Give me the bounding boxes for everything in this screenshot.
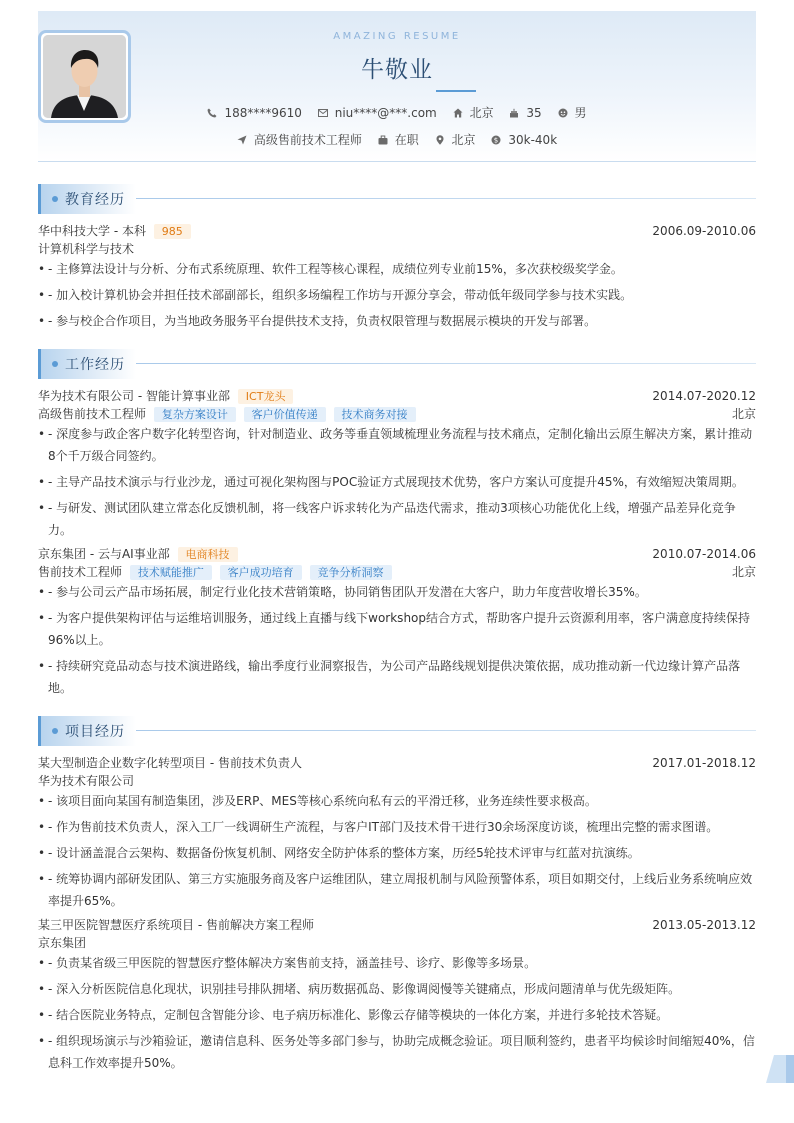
education-entry-header [38,223,756,239]
skill-tag: 竞争分析洞察 [310,565,392,580]
status-text: 在职 [394,133,419,147]
education-title: 教育经历 [65,192,125,208]
mail-icon [318,108,328,118]
list-item: • - 深入分析医院信息化现状，识别挂号排队拥堵、病历数据孤岛、影像调阅慢等关键痛点，形成问题清单与优先级矩阵。 [38,978,756,1000]
list-item: • - 作为售前技术负责人，深入工厂一线调研生产流程，与客户IT部门及技术骨干进行30余场深度访谈，梳理出完整的需求图谱。 [38,816,756,838]
bullet-text-cont: 息科工作效率提升50%。 [48,1056,183,1070]
job-role: 售前技术工程师 [38,565,123,579]
resume-header [38,11,756,162]
job-date: 2010.07-2014.06 [652,547,756,561]
skill-tag: 客户成功培育 [220,565,302,580]
bullet-text-cont: 率提升65%。 [48,894,123,908]
resume-subtitle: AMAZING RESUME [333,31,461,42]
list-item: • - 主导产品技术演示与行业沙龙，通过可视化架构图与POC验证方式展现技术优势，客户方案认可度提升45%，有效缩短决策周期。 [38,471,756,493]
home-info [453,104,494,121]
bullet-text-cont: 8个千万级合同签约。 [48,449,164,463]
project-name: 某三甲医院智慧医疗系统项目 - 售前解决方案工程师 [38,918,314,932]
phone-icon [207,108,217,118]
list-item: • - 主修算法设计与分析、分布式系统原理、软件工程等核心课程，成绩位列专业前15%，多次获校级奖学金。 [38,258,756,280]
bullet-text: - 负责某省级三甲医院的智慧医疗整体解决方案售前支持，涵盖挂号、诊疗、影像等多场景。 [48,956,537,970]
home-text: 北京 [469,106,494,120]
target-role-info [237,131,362,148]
bullet-text: - 参与校企合作项目，为当地政务服务平台提供技术支持，负责权限管理与数据展示模块的开发与部署。 [48,314,597,328]
bullet-text: - 参与公司云产品市场拓展，制定行业化技术营销策略，协同销售团队开发潜在大客户，助力年度营收增长35%。 [48,585,647,599]
section-dot [52,728,58,734]
list-item: • - 设计涵盖混合云架构、数据备份恢复机制、网络安全防护体系的整体方案，历经5轮技术评审与红蓝对抗演练。 [38,842,756,864]
gender-text: 男 [574,106,587,120]
briefcase-icon [378,135,388,145]
company-tag: 电商科技 [178,547,238,562]
project-header [38,755,756,771]
bullet-text: - 为客户提供架构评估与运维培训服务，通过线上直播与线下workshop结合方式，帮助客户提升云资源利用率，客户满意度持续保持 [48,611,751,625]
work-section-header [38,349,756,379]
list-item: • - 结合医院业务特点，定制包含智能分诊、电子病历标准化、影像云存储等模块的一体化方案，并进行多轮技术答疑。 [38,1004,756,1026]
bullet-text-cont: 力。 [48,523,73,537]
bullet-text: - 该项目面向某国有制造集团，涉及ERP、MES等核心系统向私有云的平滑迁移，业务连续性要求极高。 [48,794,597,808]
city-info [435,131,476,148]
bullet-text: - 深度参与政企客户数字化转型咨询，针对制造业、政务等垂直领域梳理业务流程与技术痛点，定制化输出云原生解决方案，累计推动 [48,427,753,441]
bullet-text: - 主导产品技术演示与行业沙龙，通过可视化架构图与POC验证方式展现技术优势，客户方案认可度提升45%，有效缩短决策周期。 [48,475,744,489]
salary-info [491,133,557,147]
section-dot [52,361,58,367]
company-name: 华为技术有限公司 - 智能计算事业部 [38,389,230,403]
projects-title: 项目经历 [65,724,125,740]
job-role-row [38,564,756,580]
bullet-text: - 统筹协调内部研发团队、第三方实施服务商及客户运维团队，建立周报机制与风险预警体系，项目如期交付，上线后业务系统响应效 [48,872,753,886]
list-item: • - 该项目面向某国有制造集团，涉及ERP、MES等核心系统向私有云的平滑迁移，业务连续性要求极高。 [38,790,756,812]
phone-text: 188****9610 [224,106,302,120]
list-item: • - 与研发、测试团队建立常态化反馈机制，将一线客户诉求转化为产品迭代需求，推动3项核心功能优化上线，增强产品差异化竞争 力。 [38,497,756,541]
job-intent-row [38,131,756,148]
bullet-text: - 作为售前技术负责人，深入工厂一线调研生产流程，与客户IT部门及技术骨干进行30余场深度访谈，梳理出完整的需求图谱。 [48,820,719,834]
skill-tag: 技术商务对接 [334,407,416,422]
list-item: • - 组织现场演示与沙箱验证，邀请信息科、医务处等多部门参与，协助完成概念验证。项目顺利签约，患者平均候诊时间缩短40%，信 息科工作效率提升50%。 [38,1030,756,1074]
home-icon [453,108,463,118]
job-header [38,546,756,562]
bullet-text: - 与研发、测试团队建立常态化反馈机制，将一线客户诉求转化为产品迭代需求，推动3项核心功能优化上线，增强产品差异化竞争 [48,501,736,515]
bullet-text-cont: 96%以上。 [48,633,111,647]
project-org-row [38,935,756,951]
send-icon [237,135,247,145]
bullet-text: - 结合医院业务特点，定制包含智能分诊、电子病历标准化、影像云存储等模块的一体化方案，并进行多轮技术答疑。 [48,1008,669,1022]
skill-tag: 复杂方案设计 [154,407,236,422]
section-dot [52,196,58,202]
project-org: 华为技术有限公司 [38,774,135,788]
contact-row [38,104,756,121]
bullet-text: - 加入校计算机协会并担任技术部副部长，组织多场编程工作坊与开源分享会，带动低年级同学参与技术实践。 [48,288,633,302]
list-item: • - 为客户提供架构评估与运维培训服务，通过线上直播与线下workshop结合方式，帮助客户提升云资源利用率，客户满意度持续保持 96%以上。 [38,607,756,651]
job-date: 2014.07-2020.12 [652,389,756,403]
list-item: • - 持续研究竞品动态与技术演进路线，输出季度行业洞察报告，为公司产品路线规划提供决策依据，成功推动新一代边缘计算产品落 地。 [38,655,756,699]
list-item: • - 加入校计算机协会并担任技术部副部长，组织多场编程工作坊与开源分享会，带动低年级同学参与技术实践。 [38,284,756,306]
skill-tag: 客户价值传递 [244,407,326,422]
work-title: 工作经历 [65,357,125,373]
job-role-row [38,406,756,422]
email-text: niu****@***.com [334,106,437,120]
bullet-text: - 深入分析医院信息化现状，识别挂号排队拥堵、病历数据孤岛、影像调阅慢等关键痛点，形成问题清单与优先级矩阵。 [48,982,681,996]
salary-icon [491,135,501,145]
project-header [38,917,756,933]
bullet-text: - 组织现场演示与沙箱验证，邀请信息科、医务处等多部门参与，协助完成概念验证。项目顺利签约，患者平均候诊时间缩短40%，信 [48,1034,755,1048]
list-item: • - 参与公司云产品市场拓展，制定行业化技术营销策略，协同销售团队开发潜在大客户，助力年度营收增长35%。 [38,581,756,603]
job-city: 北京 [731,407,756,421]
project-org: 京东集团 [38,936,87,950]
age-info [509,106,541,120]
projects-section-header [38,716,756,746]
location-icon [435,135,445,145]
svg-text:$: $ [494,136,499,145]
skill-tag: 技术赋能推广 [130,565,212,580]
corner-decoration [766,1055,794,1083]
bullet-text: - 主修算法设计与分析、分布式系统原理、软件工程等核心课程，成绩位列专业前15%，多次获校级奖学金。 [48,262,623,276]
education-major [38,241,756,257]
section-divider [136,730,756,731]
section-divider [136,363,756,364]
project-date: 2013.05-2013.12 [652,918,756,932]
job-role: 高级售前技术工程师 [38,407,147,421]
bullet-text: - 持续研究竞品动态与技术演进路线，输出季度行业洞察报告，为公司产品路线规划提供决策依据，成功推动新一代边缘计算产品落 [48,659,741,673]
target-role-text: 高级售前技术工程师 [253,133,362,147]
candidate-name: 牛敬业 [361,57,433,83]
city-text: 北京 [451,133,476,147]
major-name: 计算机科学与技术 [38,242,135,256]
school-name: 华中科技大学 - 本科 [38,224,146,238]
job-header [38,388,756,404]
list-item: • - 负责某省级三甲医院的智慧医疗整体解决方案售前支持，涵盖挂号、诊疗、影像等多场景。 [38,952,756,974]
email-info [318,106,437,120]
list-item: • - 统筹协调内部研发团队、第三方实施服务商及客户运维团队，建立周报机制与风险预警体系，项目如期交付，上线后业务系统响应效 率提升65%。 [38,868,756,912]
school-tag: 985 [154,224,191,239]
project-date: 2017.01-2018.12 [652,756,756,770]
cake-icon [509,108,519,118]
gender-icon [558,108,568,118]
name-underline [436,90,476,92]
salary-text: 30k-40k [508,133,558,147]
job-city: 北京 [731,565,756,579]
education-date: 2006.09-2010.06 [652,224,756,238]
age-text: 35 [526,106,542,120]
phone-info [207,106,301,120]
project-name: 某大型制造企业数字化转型项目 - 售前技术负责人 [38,756,302,770]
company-tag: ICT龙头 [238,389,294,404]
education-section-header [38,184,756,214]
bullet-text-cont: 地。 [48,681,73,695]
status-info [378,131,419,148]
bullet-text: - 设计涵盖混合云架构、数据备份恢复机制、网络安全防护体系的整体方案，历经5轮技术评审与红蓝对抗演练。 [48,846,640,860]
gender-info [558,104,587,121]
section-divider [136,198,756,199]
project-org-row [38,773,756,789]
list-item: • - 参与校企合作项目，为当地政务服务平台提供技术支持，负责权限管理与数据展示模块的开发与部署。 [38,310,756,332]
company-name: 京东集团 - 云与AI事业部 [38,547,170,561]
list-item: • - 深度参与政企客户数字化转型咨询，针对制造业、政务等垂直领域梳理业务流程与技术痛点，定制化输出云原生解决方案，累计推动 8个千万级合同签约。 [38,423,756,467]
